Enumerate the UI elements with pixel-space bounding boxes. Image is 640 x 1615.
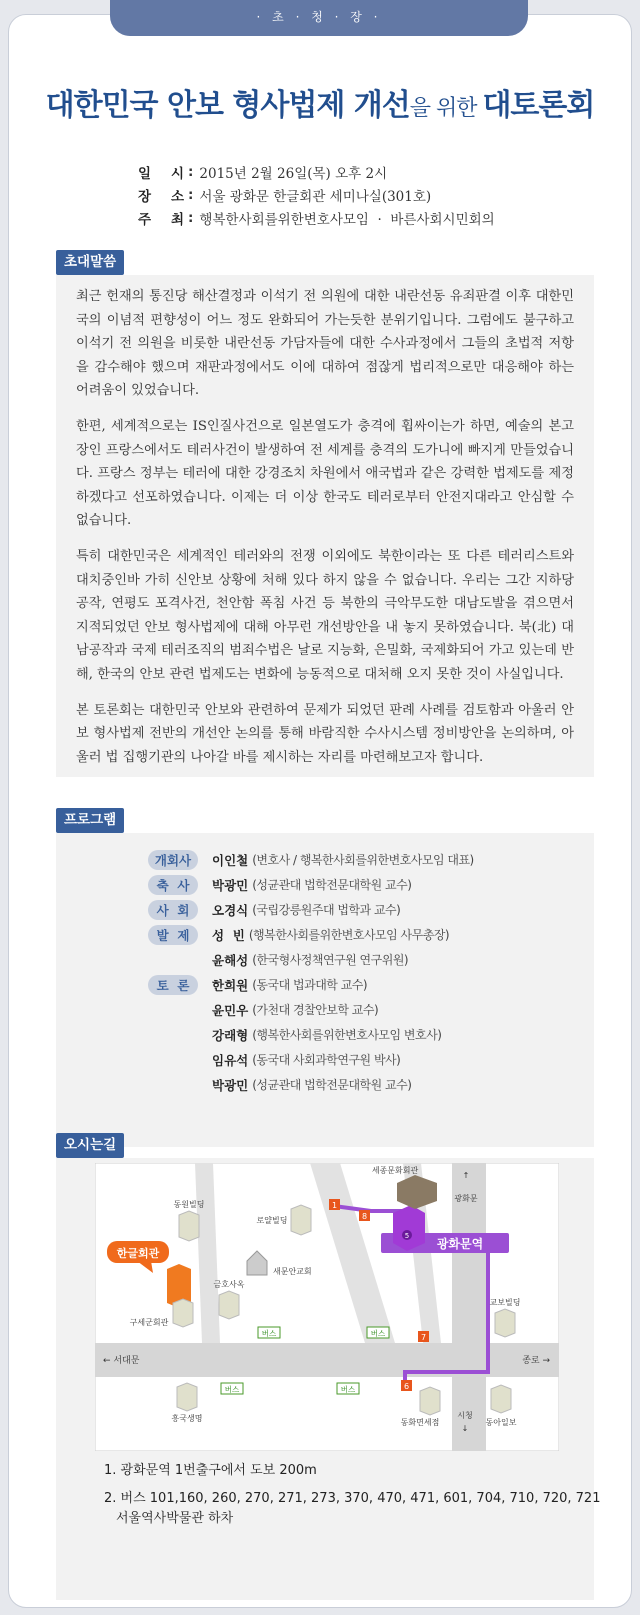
program-row: 사 회 오경식 (국립강릉원주대 법학과 교수) xyxy=(148,897,474,922)
program-row: 강래형 (행복한사회를위한변호사모임 변호사) xyxy=(212,1027,442,1043)
place-value: 서울 광화문 한글회관 세미나실(301호) xyxy=(199,188,432,205)
svg-text:7: 7 xyxy=(420,1333,427,1342)
svg-text:구세군회관: 구세군회관 xyxy=(129,1318,169,1327)
intro-paragraph: 한편, 세계적으로는 IS인질사건으로 일본열도가 충격에 휩싸이는가 하면, 예술의 본고장인 프랑스에서도 테러사건이 발생하여 전 세계를 충격의 도가니에 빠지게 만들었습니다. 프랑스 정부는 테러에 대한 강경조치 차원에서 애국법과 같은 강력한 법제도를 제정하겠다고 선포하였습니다. 이제는 더 이상 한국도 테러로부터 안전지대라고 안심할 수 없습니다. xyxy=(76,418,574,529)
svg-text:흥국생명: 흥국생명 xyxy=(171,1414,203,1423)
bus-stop: 버스 xyxy=(261,1329,277,1338)
info-host: 주 최 : 행복한사회를위한변호사모임 · 바른사회시민회의 xyxy=(138,209,495,228)
bus-stop: 버스 xyxy=(224,1385,240,1394)
event-info xyxy=(138,160,495,229)
svg-text:5: 5 xyxy=(404,1232,410,1240)
direction-subway: 1. 광화문역 1번출구에서 도보 200m xyxy=(104,1463,317,1478)
location-map xyxy=(95,1163,559,1451)
kyobo-building xyxy=(495,1309,515,1337)
svg-text:동아일보: 동아일보 xyxy=(485,1418,517,1427)
svg-text:동원빌딩: 동원빌딩 xyxy=(173,1200,205,1209)
svg-text:교보빌딩: 교보빌딩 xyxy=(489,1298,521,1307)
south-label: 시청 xyxy=(457,1411,473,1420)
intro-panel xyxy=(56,275,594,777)
event-title xyxy=(0,80,640,124)
svg-text:↓: ↓ xyxy=(461,1424,469,1433)
program-row: 발 제 성 빈 (행복한사회를위한변호사모임 사무총장) xyxy=(148,922,474,947)
roal-building xyxy=(291,1205,311,1235)
info-place: 장 소 : 서울 광화문 한글회관 세미나실(301호) xyxy=(138,186,432,205)
svg-text:세종문화회관: 세종문화회관 xyxy=(371,1166,419,1175)
gusegun-building xyxy=(173,1299,193,1327)
host-value: 행복한사회를위한변호사모임 · 바른사회시민회의 xyxy=(199,211,495,228)
station-building xyxy=(393,1205,425,1251)
program-row: 윤민우 (가천대 경찰안보학 교수) xyxy=(212,1002,379,1018)
intro-paragraph: 본 토론회는 대한민국 안보와 관련하여 문제가 되었던 판례 사례를 검토함과 아울러 안보 형사법제 전반의 개선안 논의를 통해 바람직한 수사시스템 정비방안을 논의하며, 아울러 법 집행기관의 나아갈 바를 제시하는 자리를 마련해보고자 합니다. xyxy=(76,702,574,765)
west-label: ← 서대문 xyxy=(103,1356,140,1366)
svg-text:1: 1 xyxy=(331,1201,338,1210)
program-row: 윤해성 (한국형사정책연구원 연구위원) xyxy=(212,952,409,968)
svg-text:로얄빌딩: 로얄빌딩 xyxy=(256,1216,288,1225)
section-intro-header: 초대말씀 xyxy=(56,250,124,275)
program-row: 개회사 이인철 (변호사 / 행복한사회를위한변호사모임 대표) xyxy=(148,847,474,872)
svg-text:동화면세점: 동화면세점 xyxy=(400,1418,440,1427)
program-row: 축 사 박광민 (성균관대 법학전문대학원 교수) xyxy=(148,872,474,897)
donga-building xyxy=(491,1385,511,1413)
directions-list xyxy=(104,1461,600,1529)
section-program-header: 프로그램 xyxy=(56,808,124,833)
geumho-building xyxy=(219,1291,239,1319)
svg-text:8: 8 xyxy=(361,1212,368,1221)
title-main: 대한민국 안보 형사법제 개선 xyxy=(45,88,410,123)
svg-text:금호사옥: 금호사옥 xyxy=(213,1280,245,1289)
dongwon-building xyxy=(179,1211,199,1241)
date-value: 2015년 2월 26일(목) 오후 2시 xyxy=(199,165,388,182)
program-list xyxy=(148,847,474,1097)
program-row: 토 론 한희원 (동국대 법과대학 교수) xyxy=(148,972,474,997)
intro-paragraph: 최근 헌재의 통진당 해산결정과 이석기 전 의원에 대한 내란선동 유죄판결 이후 대한민국의 이념적 편향성이 어느 정도 완화되어 가는듯한 분위기입니다. 그럼에도 불구하고 이석기 전 의원을 비롯한 내란선동 가담자들에 대한 수사과정에서 그들의 초법적 저항을 감수해야 했으며 재판과정에서도 이에 대하여 점잖게 법리적으로만 대응해야 하는 어려움이 있었습니다. xyxy=(76,289,574,399)
program-row: 임유석 (동국대 사회과학연구원 박사) xyxy=(212,1052,401,1068)
east-label: 종로 → xyxy=(522,1356,550,1366)
direction-bus: 2. 버스 101,160, 260, 270, 271, 273, 370, 470, 471, 601, 704, 710, 720, 721 xyxy=(104,1491,601,1506)
direction-bus-stop: 서울역사박물관 하차 xyxy=(116,1511,234,1526)
donghwa-building xyxy=(420,1387,440,1415)
bus-stop: 버스 xyxy=(340,1385,356,1394)
info-date: 일 시 : 2015년 2월 26일(목) 오후 2시 xyxy=(138,163,388,182)
road-vertical xyxy=(452,1163,486,1451)
title-end: 대토론회 xyxy=(482,88,595,123)
svg-text:새문안교회: 새문안교회 xyxy=(273,1267,312,1276)
hangeul-label: 한글회관 xyxy=(116,1247,160,1260)
title-connector: 을 위한 xyxy=(409,96,483,121)
north-label: 광화문 xyxy=(454,1194,478,1203)
station-name: 광화문역 xyxy=(436,1237,484,1251)
intro-paragraph: 특히 대한민국은 세계적인 테러와의 전쟁 이외에도 북한이라는 또 다른 테러리스트와 대치중인바 가히 신안보 상황에 처해 있다 하지 않을 수 없습니다. 우리는 그간 지하당 공작, 연평도 포격사건, 천안함 폭침 사건 등 북한의 극악무도한 대남도발을 겪으면서 지적되었던 안보 형사법제에 대해 아무런 개선방안을 내 놓지 못하였습니다. 북(北) 대남공작과 국제 테러조직의 범죄수법은 날로 지능화, 은밀화, 국제화되어 가고 있는데 반해, 한국의 안보 관련 법제도는 변화에 능동적으로 대처해 오지 못한 것이 사실입니다. xyxy=(76,548,574,682)
invitation-tab: · 초 · 청 · 장 · xyxy=(110,0,528,36)
section-directions-header: 오시는길 xyxy=(56,1133,124,1158)
program-row: 박광민 (성균관대 법학전문대학원 교수) xyxy=(212,1077,412,1093)
bus-stop: 버스 xyxy=(370,1329,386,1338)
heungkuk-building xyxy=(177,1383,197,1411)
svg-text:↑: ↑ xyxy=(462,1171,470,1180)
svg-text:6: 6 xyxy=(403,1382,410,1391)
